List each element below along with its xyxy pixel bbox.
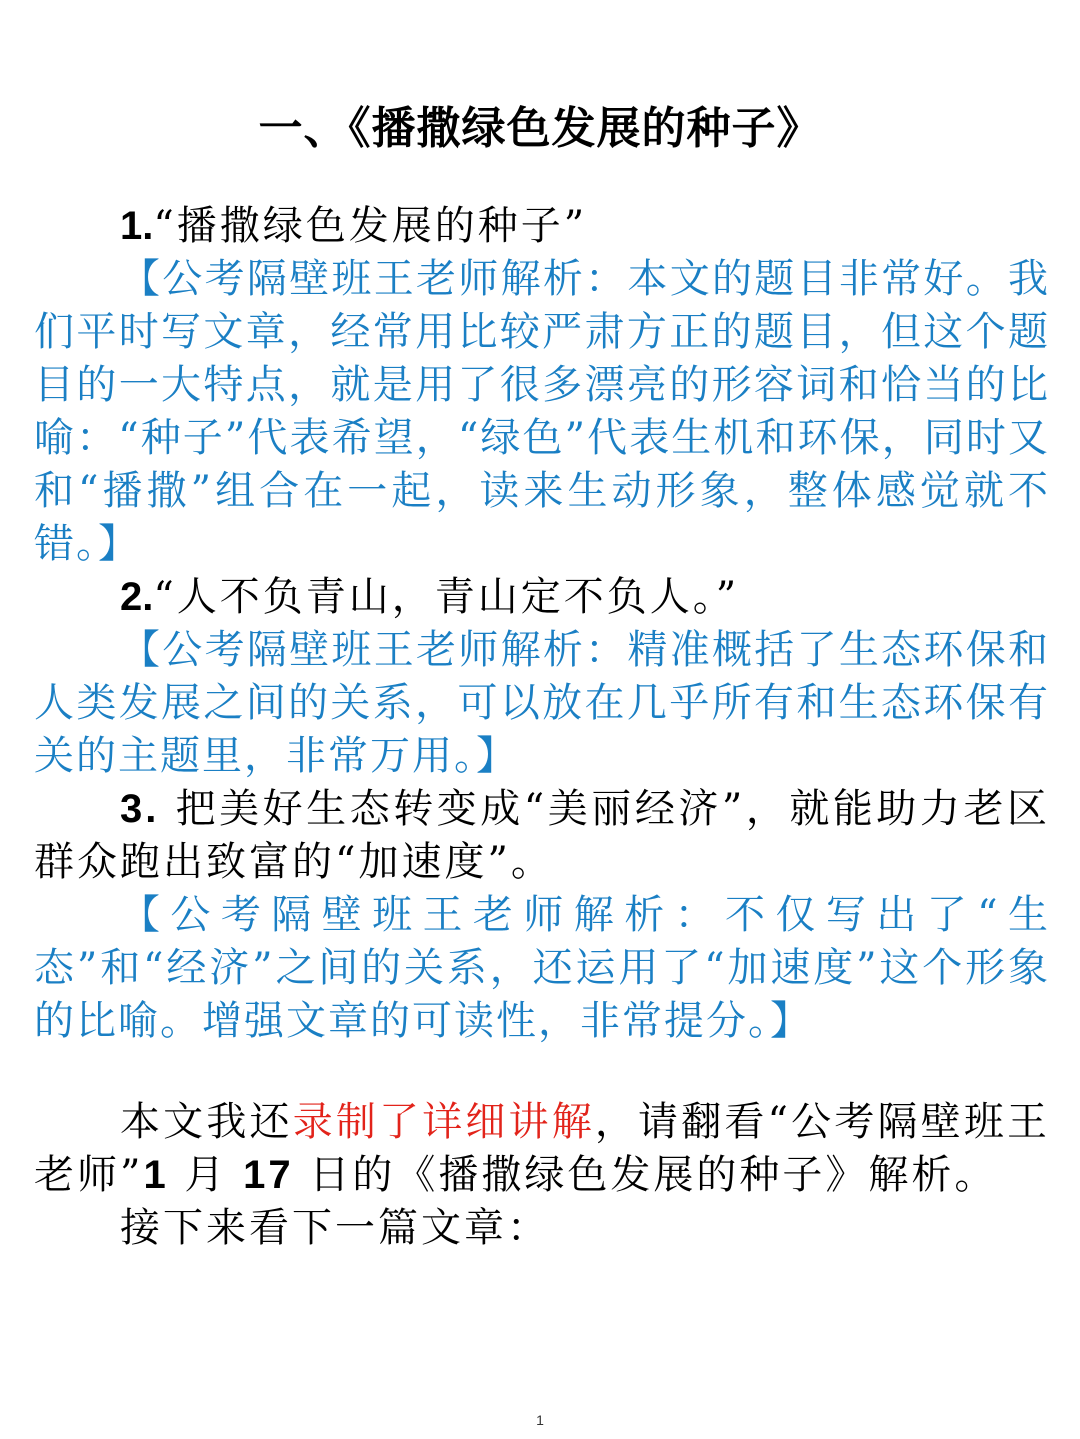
item-1-quote (34, 200, 1050, 253)
item-3-analysis: 【公考隔壁班王老师解析：不仅写出了“生态”和“经济”之间的关系，还运用了“加速度”这个形象的比喻。增强文章的可读性，非常提分。】 (34, 892, 1050, 1044)
quote-text: 把美好生态转变成“美丽经济”，就能助力老区群众跑出致富的“加速度”。 (34, 786, 1050, 885)
item-2-analysis: 【公考隔壁班王老师解析：精准概括了生态环保和人类发展之间的关系，可以放在几乎所有和生态环保有关的主题里，非常万用。】 (34, 627, 1050, 779)
item-number: 3. (120, 787, 160, 831)
item-1-analysis: 【公考隔壁班王老师解析：本文的题目非常好。我们平时写文章，经常用比较严肃方正的题目，但这个题目的一大特点，就是用了很多漂亮的形容词和恰当的比喻：“种子”代表希望，“绿色”代表生机和环保，同时又和“播撒”组合在一起，读来生动形象，整体感觉就不错。】 (34, 256, 1050, 567)
day-number: 17 (243, 1153, 294, 1197)
month-number: 1 (143, 1153, 169, 1197)
closing-text: 日的《播撒绿色发展的种子》解析。 (293, 1152, 998, 1198)
page-number: 1 (536, 1412, 544, 1428)
quote-text: “播撒绿色发展的种子” (153, 203, 588, 249)
closing-paragraph (34, 1096, 1050, 1202)
quote-text: “人不负青山，青山定不负人。” (153, 574, 740, 620)
page-title: 一、《播撒绿色发展的种子》 (258, 103, 822, 154)
closing-text: 月 (168, 1152, 244, 1198)
closing-text: ，请翻看“公考隔壁班王老师” (34, 1099, 1051, 1198)
item-3-quote (34, 783, 1050, 889)
item-2-quote (34, 571, 1050, 624)
closing-text: 本文我还 (120, 1099, 293, 1145)
highlight-text: 录制了详细讲解 (292, 1099, 595, 1145)
item-number: 2. (120, 575, 154, 619)
item-number: 1. (120, 204, 154, 248)
next-article-text: 接下来看下一篇文章： (120, 1205, 550, 1251)
